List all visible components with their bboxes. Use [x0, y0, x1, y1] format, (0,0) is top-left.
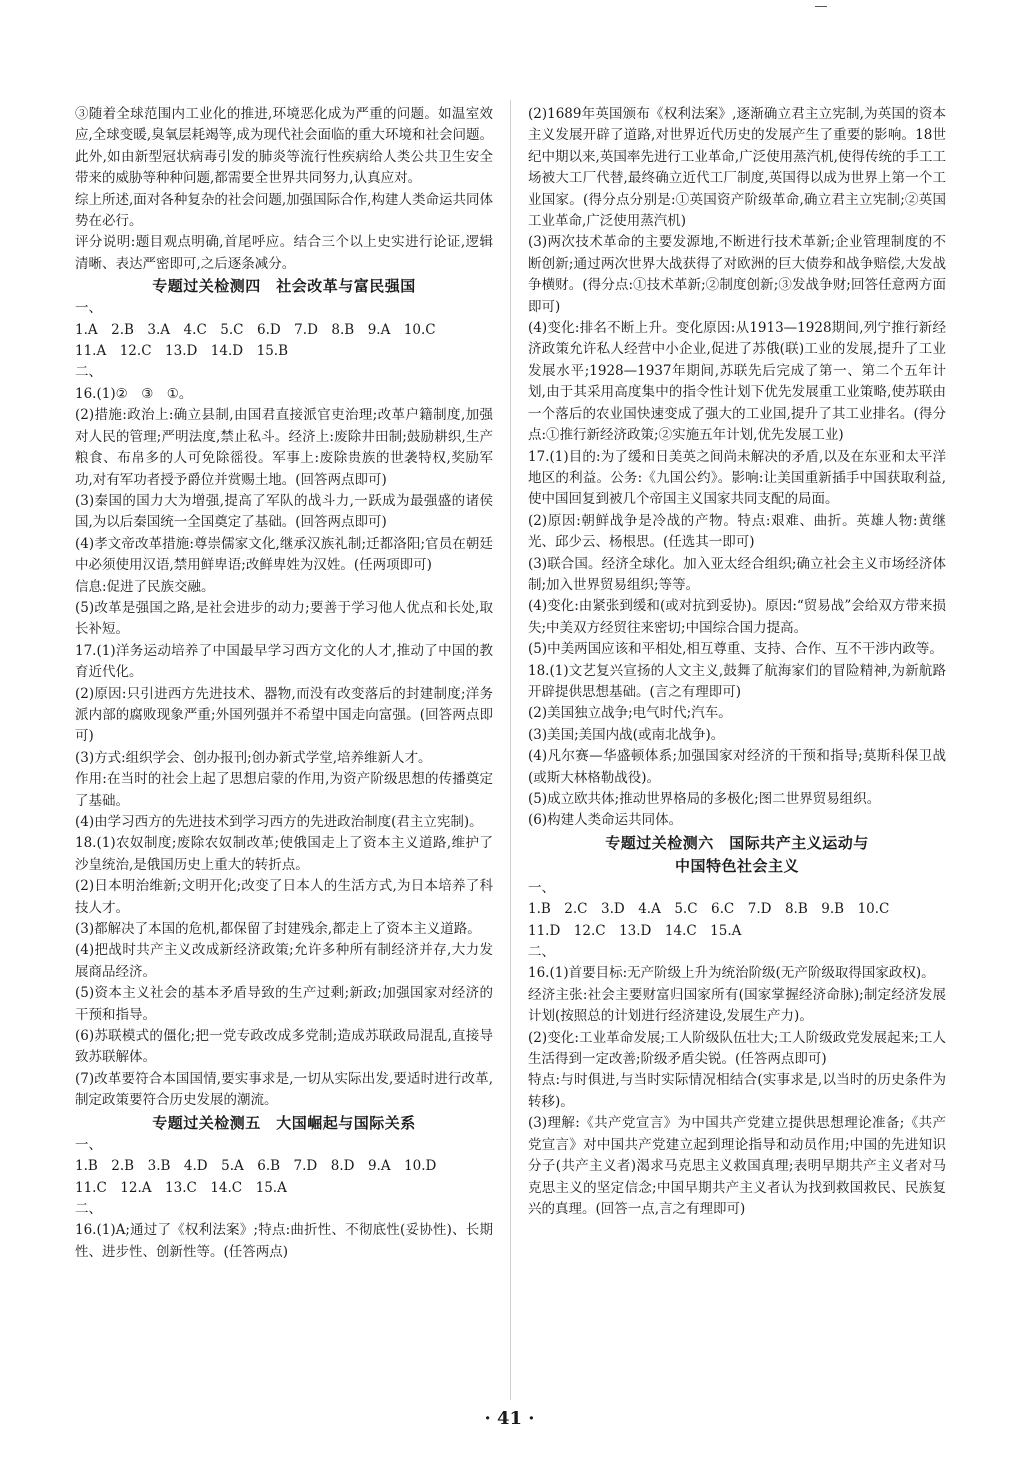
answer-line: ③随着全球范围内工业化的推进,环境恶化成为严重的问题。如温室效应,全球变暖,臭氧层耗竭等,成为现代社会面临的重大环境和社会问题。此外,如由新型冠状病毒引发的肺炎等流行性疾病给人类公共卫生安全带来的威胁等种种问题,都需要全世界共同努力,认真应对。 [75, 106, 493, 187]
answer-line: 17.(1)洋务运动培养了中国最早学习西方文化的人才,推动了中国的教育近代化。 [75, 642, 493, 681]
answer-line: (3)都解决了本国的危机,都保留了封建残余,都走上了资本主义道路。 [75, 921, 481, 938]
answer-line: 特点:与时俱进,与当时实际情况相结合(实事求是,以当时的历史条件为转移)。 [528, 1072, 946, 1110]
answer-line: 二、 [528, 944, 555, 961]
answer-line: (5)成立欧共体;推动世界格局的多极化;图二世界贸易组织。 [528, 791, 881, 807]
answer-line: 1.B 2.B 3.B 4.D 5.A 6.B 7.D 8.D 9.A 10.D [75, 1158, 437, 1175]
answer-line: 一、 [75, 300, 102, 317]
answer-line: 综上所述,面对各种复杂的社会问题,加强国际合作,构建人类命运共同体势在必行。 [75, 191, 493, 230]
answer-line: 二、 [75, 364, 102, 381]
answer-line: (3)方式:组织学会、创办报刊;创办新式学堂,培养维新人才。 [75, 749, 432, 766]
left-column [75, 104, 493, 1263]
answer-line: (2)美国独立战争;电气时代;汽车。 [528, 705, 732, 722]
answer-line: (3)两次技术革命的主要发源地,不断进行技术革新;企业管理制度的不断创新;通过两次世界大战获得了对欧洲的巨大债券和战争赔偿,大发战争横财。(得分点:①技术革新;②制度创新;③发战争财;回答任意两方面即可) [528, 234, 946, 315]
answer-line: 一、 [528, 879, 555, 896]
answer-line: 1.B 2.C 3.D 4.A 5.C 6.C 7.D 8.B 9.B 10.C [528, 901, 890, 918]
answer-line: (4)把战时共产主义改成新经济政策;允许多种所有制经济并存,大力发展商品经济。 [75, 942, 493, 980]
answer-line: (2)变化:工业革命发展;工人阶级队伍壮大;工人阶级政党发展起来;工人生活得到一定改善;阶级矛盾尖锐。(任答两点即可) [528, 1029, 946, 1068]
answer-line: 评分说明:题目观点明确,首尾呼应。结合三个以上史实进行论证,逻辑清晰、表达严密即可,之后逐条减分。 [75, 234, 493, 272]
answer-line: 作用:在当时的社会上起了思想启蒙的作用,为资产阶级思想的传播奠定了基础。 [75, 771, 493, 809]
answer-line: (5)改革是强国之路,是社会进步的动力;要善于学习他人优点和长处,取长补短。 [75, 599, 493, 638]
top-edge-mark [815, 6, 827, 7]
right-column [528, 104, 946, 1220]
answer-line: 一、 [75, 1136, 102, 1153]
answer-line: 11.C 12.A 13.C 14.C 15.A [75, 1179, 287, 1196]
answer-line: (2)1689年英国颁布《权利法案》,逐渐确立君主立宪制,为英国的资本主义发展开辟了道路,对世界近代历史的发展产生了重要的影响。18世纪中期以来,英国率先进行工业革命,广泛使用蒸汽机,使得传统的手工工场被大工厂代替,最终确立近代工厂制度,英国得以成为世界上第一个工业国家。(得分点分别是:①英国资产阶级革命,确立君主立宪制;②英国工业革命,广泛使用蒸汽机) [528, 106, 946, 230]
column-divider [510, 100, 511, 1400]
section-heading: 专题过关检测六 国际共产主义运动与 [605, 833, 869, 852]
answer-line: (3)秦国的国力大为增强,提高了军队的战斗力,一跃成为最强盛的诸侯国,为以后秦国统一全国奠定了基础。(回答两点即可) [75, 492, 493, 531]
answer-line: (3)联合国。经济全球化。加入亚太经合组织;确立社会主义市场经济体制;加入世界贸易组织;等等。 [528, 555, 946, 593]
answer-line: (4)变化:排名不断上升。变化原因:从1913—1928期间,列宁推行新经济政策允许私人经营中小企业,促进了苏俄(联)工业的发展,提升了工业发展水平;1928—1937年期间,苏联先后完成了第一、第二个五年计划,由于其采用高度集中的指令性计划下优先发展重工业策略,使苏联由一个落后的农业国快速变成了强大的工业国,提升了其工业排名。(得分点:①推行新经济政策;②实施五年计划,优先发展工业) [528, 320, 946, 444]
answer-line: (6)苏联模式的僵化;把一党专政改成多党制;造成苏联政局混乱,直接导致苏联解体。 [75, 1028, 493, 1066]
answer-line: (6)构建人类命运共同体。 [528, 812, 683, 829]
answer-line: 18.(1)文艺复兴宣扬的人文主义,鼓舞了航海家们的冒险精神,为新航路开辟提供思想基础。(言之有理即可) [528, 662, 946, 700]
answer-line: (3)理解:《共产党宣言》为中国共产党建立提供思想理论准备;《共产党宣言》对中国共产党建立起到理论指导和动员作用;中国的先进知识分子(共产主义者)渴求马克思主义救国真理;表明早期共产主义者对马克思主义的坚定信念;中国早期共产主义者认为找到救国救民、民族复兴的真理。(回答一点,言之有理即可) [528, 1115, 946, 1217]
answer-line: 经济主张:社会主要财富归国家所有(国家掌握经济命脉);制定经济发展计划(按照总的计划进行经济建设,发展生产力)。 [528, 986, 946, 1025]
answer-line: (4)孝文帝改革措施:尊崇儒家文化,继承汉族礼制;迁都洛阳;官员在朝廷中必须使用汉语,禁用鲜卑语;改鲜卑姓为汉姓。(任两项即可) [75, 535, 493, 574]
answer-line: 18.(1)农奴制度;废除农奴制改革;使俄国走上了资本主义道路,维护了沙皇统治,是俄国历史上重大的转折点。 [75, 835, 493, 873]
answer-line: (4)凡尔赛—华盛顿体系;加强国家对经济的干预和指导;莫斯科保卫战(或斯大林格勒战役)。 [528, 748, 946, 786]
answer-line: 1.A 2.B 3.A 4.C 5.C 6.D 7.D 8.B 9.A 10.C [75, 321, 436, 338]
answer-line: 16.(1)② ③ ①。 [75, 385, 193, 402]
answer-line: 信息:促进了民族交融。 [75, 578, 215, 595]
answer-line: (4)由学习西方的先进技术到学习西方的先进政治制度(君主立宪制)。 [75, 814, 483, 830]
answer-line: (2)原因:只引进西方先进技术、器物,而没有改变落后的封建制度;洋务派内部的腐败现象严重;外国列强并不希望中国走向富强。(回答两点即可) [75, 685, 493, 745]
section-heading: 专题过关检测四 社会改革与富民强国 [152, 277, 416, 296]
answer-line: (5)资本主义社会的基本矛盾导致的生产过剩;新政;加强国家对经济的干预和指导。 [75, 985, 493, 1023]
section-heading: 专题过关检测五 大国崛起与国际关系 [152, 1113, 416, 1132]
answer-line: (3)美国;美国内战(或南北战争)。 [528, 726, 725, 743]
answer-line: (5)中美两国应该和平相处,相互尊重、支持、合作、互不干涉内政等。 [528, 641, 943, 658]
answer-line: (2)日本明治维新;文明开化;改变了日本人的生活方式,为日本培养了科技人才。 [75, 878, 493, 916]
answer-line: (2)措施:政治上:确立县制,由国君直接派官吏治理;改革户籍制度,加强对人民的管理;严明法度,禁止私斗。经济上:废除井田制;鼓励耕织,生产粮食、布帛多的人可免除徭役。军事上:废除贵族的世袭特权,奖励军功,对有军功者授予爵位并赏赐土地。(回答两点即可) [75, 407, 493, 488]
answer-line: (4)变化:由紧张到缓和(或对抗到妥协)。原因:“贸易战”会给双方带来损失;中美双方经贸往来密切;中国综合国力提高。 [528, 598, 946, 636]
answer-line: 17.(1)目的:为了缓和日美英之间尚未解决的矛盾,以及在东亚和太平洋地区的利益。公务:《九国公约》。影响:让美国重新插手中国获取利益,使中国回复到被几个帝国主义国家共同支配的局面。 [528, 448, 946, 508]
section-heading: 中国特色社会主义 [674, 856, 799, 875]
answer-line: (7)改革要符合本国国情,要实事求是,一切从实际出发,要适时进行改革,制定政策要符合历史发展的潮流。 [75, 1070, 493, 1109]
answer-line: 11.A 12.C 13.D 14.D 15.B [75, 343, 288, 360]
answer-line: 11.D 12.C 13.D 14.C 15.A [528, 922, 742, 939]
answer-line: 16.(1)首要目标:无产阶级上升为统治阶级(无产阶级取得国家政权)。 [528, 965, 935, 982]
answer-line: 16.(1)A;通过了《权利法案》;特点:曲折性、不彻底性(妥协性)、长期性、进步性、创新性等。(任答两点) [75, 1222, 493, 1260]
answer-line: 二、 [75, 1200, 102, 1217]
page-number: · 41 · [484, 1408, 535, 1429]
answer-line: (2)原因:朝鲜战争是冷战的产物。特点:艰难、曲折。英雄人物:黄继光、邱少云、杨根思。(任选其一即可) [528, 512, 946, 551]
